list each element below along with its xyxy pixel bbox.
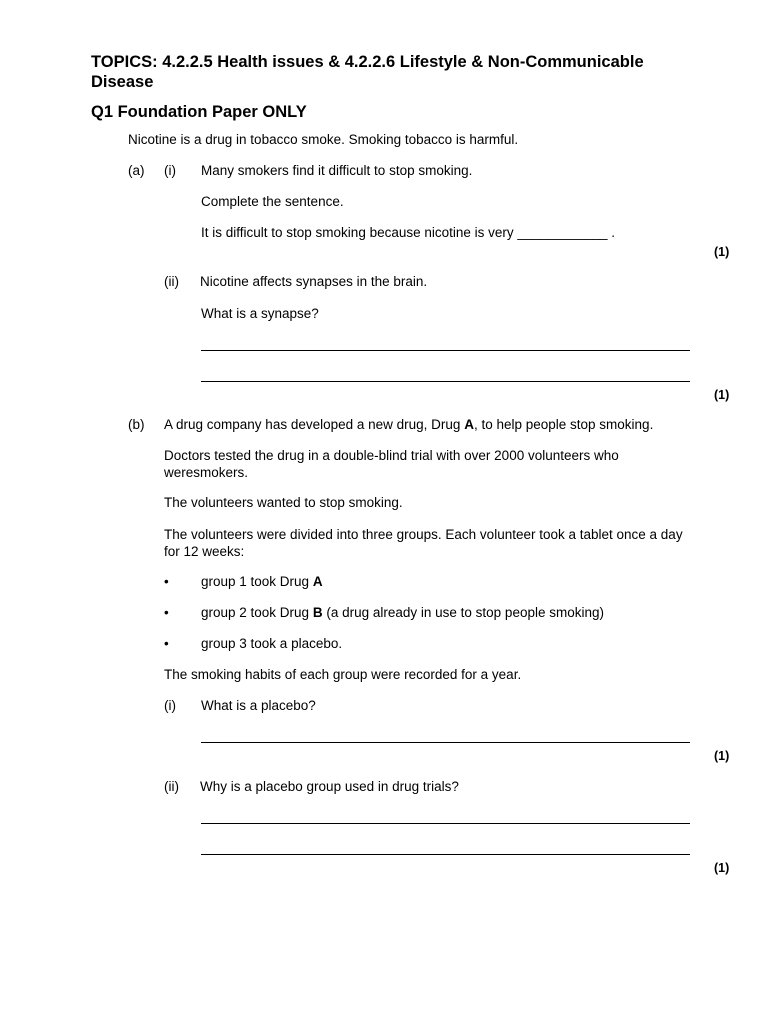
part-a-i-sentence: It is difficult to stop smoking because nicotine is very ____________ . [201, 225, 615, 240]
part-b-ii-mark: (1) [714, 861, 730, 875]
part-a-i-text: Many smokers find it difficult to stop smoking. [201, 163, 473, 178]
bullet-text: group 2 took Drug [201, 605, 313, 620]
question-heading: Q1 Foundation Paper ONLY [91, 103, 307, 121]
bullet-text: group 1 took Drug [201, 574, 313, 589]
answer-line[interactable] [201, 381, 690, 382]
drug-b-label: B [312, 605, 323, 620]
part-b-i-question: What is a placebo? [201, 698, 316, 713]
part-a-i-mark: (1) [714, 245, 730, 259]
part-b-ii-label: (ii) [164, 779, 179, 794]
bullet-item-group-3 [201, 635, 342, 652]
part-a-ii-text: Nicotine affects synapses in the brain. [200, 274, 428, 289]
bullet-item-group-2 [201, 604, 604, 621]
bullet-text: group 3 took a placebo. [201, 636, 343, 651]
page-title: TOPICS: 4.2.2.5 Health issues & 4.2.2.6 Lifestyle & Non-Communicable Disease [91, 53, 644, 91]
bullet-icon: • [164, 605, 169, 620]
part-b-label: (b) [128, 417, 145, 432]
part-a-ii-label: (ii) [164, 274, 179, 289]
bullet-icon: • [164, 636, 169, 651]
part-b-intro-text: A drug company has developed a new drug, Drug [164, 417, 465, 432]
part-a-i-label: (i) [164, 163, 176, 178]
bullet-item-group-1 [201, 573, 323, 590]
bullet-icon: • [164, 574, 169, 589]
answer-line[interactable] [201, 350, 690, 351]
part-b-intro-text-end: , to help people stop smoking. [473, 417, 654, 432]
question-intro: Nicotine is a drug in tobacco smoke. Smoking tobacco is harmful. [128, 132, 519, 147]
part-b-i-label: (i) [164, 698, 176, 713]
part-a-ii-question: What is a synapse? [201, 306, 319, 321]
bullet-text-end: (a drug already in use to stop people smoking) [322, 605, 604, 620]
drug-a-label: A [464, 417, 474, 432]
answer-line[interactable] [201, 823, 690, 824]
part-b-para2: The volunteers wanted to stop smoking. [164, 495, 403, 510]
part-a-label: (a) [128, 163, 145, 178]
part-b-ii-question: Why is a placebo group used in drug trials? [200, 779, 459, 794]
answer-line[interactable] [201, 854, 690, 855]
part-a-i-instruction: Complete the sentence. [201, 194, 344, 209]
part-b-para3: The volunteers were divided into three groups. Each volunteer took a tablet once a day for 12 weeks: [164, 527, 683, 559]
part-b-i-mark: (1) [714, 749, 730, 763]
part-b-para4: The smoking habits of each group were recorded for a year. [164, 667, 522, 682]
drug-a-label: A [312, 574, 323, 589]
part-b-para1: Doctors tested the drug in a double-blind trial with over 2000 volunteers who weresmokers. [164, 448, 619, 480]
part-b-intro [164, 416, 653, 433]
answer-line[interactable] [201, 742, 690, 743]
part-a-ii-mark: (1) [714, 388, 730, 402]
